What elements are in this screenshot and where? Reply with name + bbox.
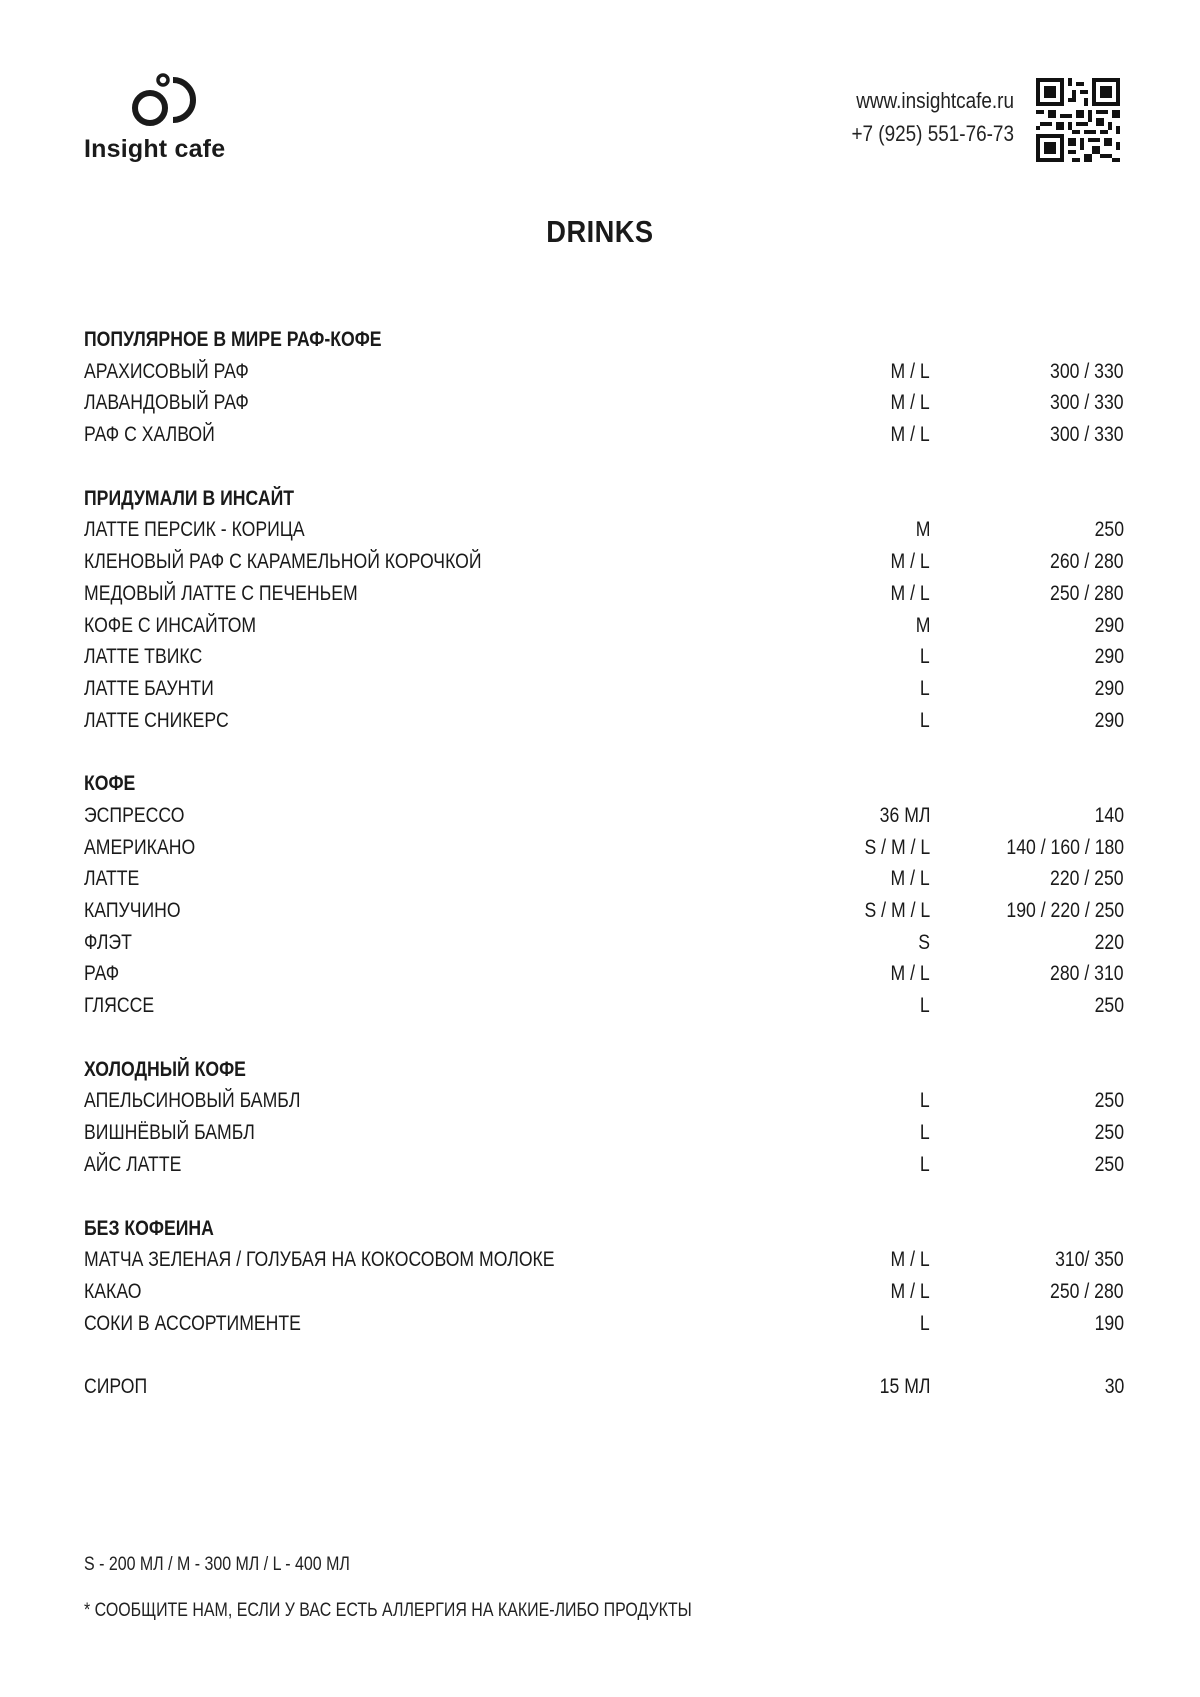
item-size: L <box>920 645 930 669</box>
item-name: АПЕЛЬСИНОВЫЙ БАМБЛ <box>84 1089 301 1113</box>
menu-extra <box>84 1371 1124 1403</box>
item-size: L <box>920 1121 930 1145</box>
item-size: S / M / L <box>864 835 930 859</box>
item-size: M / L <box>890 550 930 574</box>
menu-item <box>84 641 1124 673</box>
item-size: 15 МЛ <box>879 1375 930 1399</box>
item-name: КАПУЧИНО <box>84 899 181 922</box>
section-heading: ХОЛОДНЫЙ КОФЕ <box>84 1057 246 1081</box>
item-name: ЛАТТЕ БАУНТИ <box>84 676 214 700</box>
item-name: СИРОП <box>84 1375 148 1399</box>
item-price: 140 / 160 / 180 <box>1006 835 1124 859</box>
item-price: 250 / 280 <box>1050 1279 1124 1303</box>
allergy-note: * СООБЩИТЕ НАМ, ЕСЛИ У ВАС ЕСТЬ АЛЛЕРГИЯ НА КАКИЕ-ЛИБО ПРОДУКТЫ <box>84 1600 692 1621</box>
menu-item <box>84 546 1124 578</box>
item-price: 250 <box>1094 994 1124 1018</box>
item-name: ЛАТТЕ СНИКЕРС <box>84 708 229 732</box>
insight-logo-icon <box>128 72 198 132</box>
item-price: 250 <box>1094 1089 1124 1113</box>
item-name: ЛАТТЕ ТВИКС <box>84 645 203 669</box>
item-size: S / M / L <box>864 899 930 922</box>
menu-item <box>84 705 1124 737</box>
menu-item <box>84 1244 1124 1276</box>
item-size: M / L <box>890 581 930 605</box>
qr-code-icon[interactable] <box>1036 78 1120 162</box>
item-size: M <box>915 613 930 637</box>
menu-item <box>84 578 1124 610</box>
brand-name: Insight cafe <box>84 135 226 163</box>
menu-item <box>84 419 1124 451</box>
item-size: L <box>920 1152 930 1176</box>
menu-item <box>84 958 1124 990</box>
item-size: L <box>920 994 930 1018</box>
item-name: ФЛЭТ <box>84 930 132 954</box>
menu-item <box>84 1149 1124 1181</box>
item-price: 190 <box>1094 1311 1124 1335</box>
menu-item <box>84 1308 1124 1340</box>
phone-number[interactable]: +7 (925) 551-76-73 <box>851 121 1014 146</box>
item-price: 220 <box>1094 930 1124 954</box>
section-heading: ПРИДУМАЛИ В ИНСАЙТ <box>84 486 295 510</box>
item-size: L <box>920 1089 930 1113</box>
item-price: 280 / 310 <box>1050 962 1124 986</box>
section-heading: КОФЕ <box>84 772 136 796</box>
item-size: M / L <box>890 867 930 891</box>
item-name: АМЕРИКАНО <box>84 835 196 859</box>
menu-item <box>84 1085 1124 1117</box>
item-name: ВИШНЁВЫЙ БАМБЛ <box>84 1121 255 1145</box>
item-size: M / L <box>890 423 930 447</box>
item-price: 220 / 250 <box>1050 867 1124 891</box>
item-price: 290 <box>1094 676 1124 700</box>
item-price: 290 <box>1094 645 1124 669</box>
item-name: АРАХИСОВЫЙ РАФ <box>84 359 249 383</box>
item-size: M / L <box>890 1279 930 1303</box>
size-legend: S - 200 МЛ / M - 300 МЛ / L - 400 МЛ <box>84 1554 350 1575</box>
item-price: 250 / 280 <box>1050 581 1124 605</box>
menu-item <box>84 1371 1124 1403</box>
item-name: КОФЕ С ИНСАЙТОМ <box>84 613 257 637</box>
item-size: M / L <box>890 1248 930 1272</box>
item-size: M / L <box>890 359 930 383</box>
item-name: АЙС ЛАТТЕ <box>84 1152 182 1176</box>
menu-item <box>84 356 1124 388</box>
item-name: ЛАТТЕ ПЕРСИК - КОРИЦА <box>84 518 305 542</box>
item-price: 290 <box>1094 708 1124 732</box>
menu-item <box>84 990 1124 1022</box>
item-name: КЛЕНОВЫЙ РАФ С КАРАМЕЛЬНОЙ КОРОЧКОЙ <box>84 550 482 574</box>
section-heading: БЕЗ КОФЕИНА <box>84 1216 214 1240</box>
item-size: 36 МЛ <box>879 803 930 827</box>
menu-section <box>84 1213 1124 1340</box>
contacts-block <box>825 84 1014 150</box>
item-price: 310/ 350 <box>1055 1248 1124 1272</box>
menu-item <box>84 832 1124 864</box>
menu-item <box>84 673 1124 705</box>
menu-section <box>84 1054 1124 1181</box>
item-price: 300 / 330 <box>1050 423 1124 447</box>
menu-item <box>84 514 1124 546</box>
item-size: M / L <box>890 962 930 986</box>
item-size: S <box>918 930 930 954</box>
item-name: КАКАО <box>84 1279 142 1303</box>
menu-item <box>84 863 1124 895</box>
item-price: 250 <box>1094 518 1124 542</box>
menu-item <box>84 927 1124 959</box>
item-name: ЛАТТЕ <box>84 867 140 891</box>
item-name: МАТЧА ЗЕЛЕНАЯ / ГОЛУБАЯ НА КОКОСОВОМ МОЛОКЕ <box>84 1248 555 1272</box>
item-name: РАФ <box>84 962 120 986</box>
item-price: 290 <box>1094 613 1124 637</box>
item-name: СОКИ В АССОРТИМЕНТЕ <box>84 1311 301 1335</box>
item-size: M <box>915 518 930 542</box>
item-price: 260 / 280 <box>1050 550 1124 574</box>
menu-section <box>84 483 1124 737</box>
website-link[interactable]: www.insightcafe.ru <box>856 88 1014 113</box>
section-heading: ПОПУЛЯРНОЕ В МИРЕ РАФ-КОФЕ <box>84 328 382 351</box>
item-size: L <box>920 1311 930 1335</box>
menu-item <box>84 610 1124 642</box>
menu-section <box>84 324 1124 451</box>
drinks-menu <box>84 324 1124 1403</box>
item-size: L <box>920 708 930 732</box>
menu-item <box>84 1117 1124 1149</box>
menu-item <box>84 387 1124 419</box>
item-price: 300 / 330 <box>1050 391 1124 415</box>
item-name: ЛАВАНДОВЫЙ РАФ <box>84 391 249 415</box>
menu-item <box>84 1276 1124 1308</box>
item-size: M / L <box>890 391 930 415</box>
brand-logo <box>84 72 254 172</box>
item-price: 300 / 330 <box>1050 359 1124 383</box>
item-price: 250 <box>1094 1152 1124 1176</box>
item-price: 190 / 220 / 250 <box>1006 899 1124 922</box>
menu-item <box>84 800 1124 832</box>
item-price: 250 <box>1094 1121 1124 1145</box>
item-price: 140 <box>1094 803 1124 827</box>
item-name: ЭСПРЕССО <box>84 803 185 827</box>
menu-section <box>84 768 1124 1022</box>
item-name: РАФ С ХАЛВОЙ <box>84 423 215 447</box>
menu-item <box>84 895 1124 927</box>
page-title: DRINKS <box>546 214 654 249</box>
item-name: МЕДОВЫЙ ЛАТТЕ С ПЕЧЕНЬЕМ <box>84 581 358 605</box>
item-size: L <box>920 676 930 700</box>
item-price: 30 <box>1104 1375 1124 1399</box>
item-name: ГЛЯССЕ <box>84 994 155 1018</box>
